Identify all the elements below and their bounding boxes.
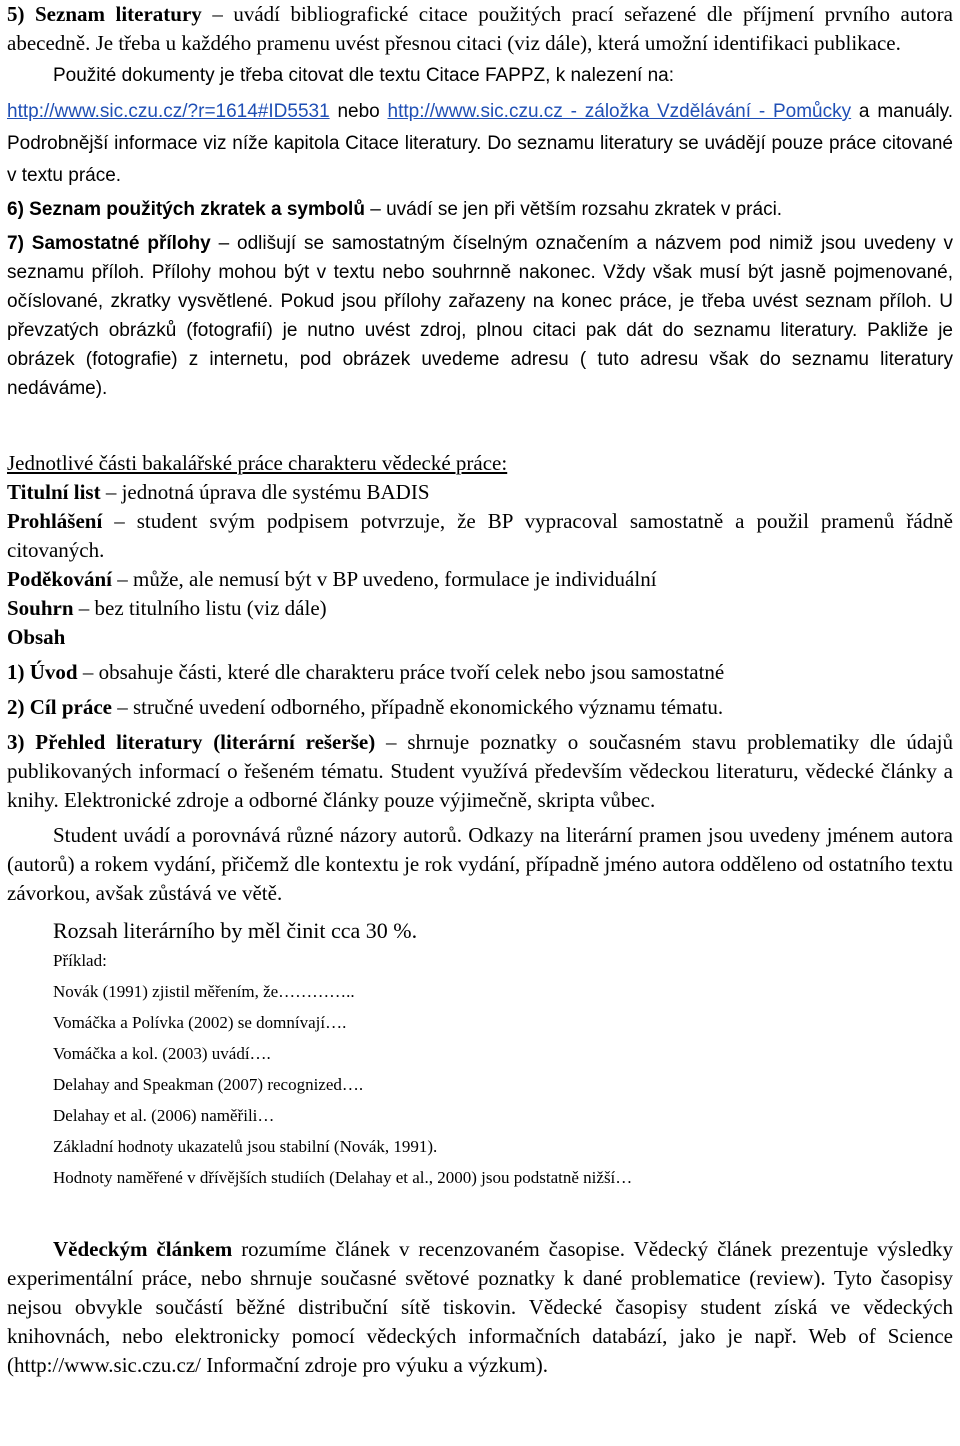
only-cited-text: Do seznamu literatury se uvádějí pouze práce citované v textu práce. — [7, 133, 954, 186]
section-7-heading: 7) Samostatné přílohy — [7, 233, 211, 254]
acknowledgement-text: – může, ale nemusí být v BP uvedeno, formulace je individuální — [117, 567, 657, 591]
intro-label: 1) Úvod — [7, 660, 78, 684]
article-paragraph — [7, 1193, 953, 1380]
declaration-item — [7, 507, 953, 565]
links-paragraph — [7, 91, 953, 191]
section-5-text: – uvádí bibliografické citace použitých prací seřazené dle příjmení prvního autora abecedně. Je třeba u každého pramenu uvést přesnou citaci (viz dále), která umožní identifikaci publikace. — [7, 2, 953, 55]
acknowledgement-label: Poděkování — [7, 567, 113, 591]
section-6-text: – uvádí se jen při větším rozsahu zkratek v práci. — [370, 199, 783, 220]
review-text: – shrnuje poznatky o současném stavu problematiky dle údajů publikovaných informací o řešeném tématu. Student využívá především vědeckou literaturu, vědecké články a knihy. Elektronické zdroje a odborné články pouze výjimečně, skripta vůbec. — [7, 730, 954, 812]
after-link-text: a manuály. — [858, 101, 953, 122]
aim-label: 2) Cíl práce — [7, 695, 112, 719]
example-item: Novák (1991) zjistil měřením, že………….. — [53, 982, 355, 1001]
example-item: Delahay and Speakman (2007) recognized…. — [53, 1075, 364, 1094]
section-7-paragraph — [7, 225, 953, 403]
document-page — [7, 0, 953, 1380]
summary-item — [7, 594, 953, 623]
contents-item: Obsah — [7, 625, 66, 649]
more-info-text: Podrobnější informace viz níže kapitola Citace literatury. — [7, 133, 482, 154]
aim-text: – stručné uvedení odborného, případně ekonomického významu tématu. — [117, 695, 724, 719]
title-page-text: – jednotná úprava dle systému BADIS — [105, 480, 430, 504]
intro-item — [7, 652, 953, 687]
summary-label: Souhrn — [7, 596, 74, 620]
section-6-paragraph — [7, 191, 953, 225]
sic-link[interactable]: http://www.sic.czu.cz - záložka Vzdělávání - Pomůcky — [387, 101, 852, 122]
section-5-heading: 5) Seznam literatury — [7, 2, 202, 26]
declaration-text: – student svým podpisem potvrzuje, že BP vypracoval samostatně a použil pramenů řádně citovaných. — [7, 509, 953, 562]
article-lead: Vědeckým článkem — [53, 1237, 233, 1261]
section-6-heading: 6) Seznam použitých zkratek a symbolů — [7, 199, 365, 220]
parts-heading: Jednotlivé části bakalářské práce charakteru vědecké práce: — [7, 451, 508, 475]
title-page-item — [7, 478, 953, 507]
examples-label: Příklad: — [53, 951, 107, 970]
example-item: Vomáčka a Polívka (2002) se domnívají…. — [53, 1013, 347, 1032]
examples-block — [7, 945, 953, 1193]
review-item — [7, 722, 953, 815]
acknowledgement-item — [7, 565, 953, 594]
aim-item — [7, 687, 953, 722]
title-page-label: Titulní list — [7, 480, 101, 504]
section-5-paragraph — [7, 0, 953, 58]
authors-paragraph: Student uvádí a porovnává různé názory autorů. Odkazy na literární pramen jsou uvedeny jménem autora (autorů) a rokem vydání, přičemž dle kontextu je rok vydání, případně jméno autora odděleno od ostatního textu závorkou, avšak zůstává ve větě. — [7, 823, 953, 905]
example-item: Vomáčka a kol. (2003) uvádí…. — [53, 1044, 271, 1063]
article-text: rozumíme článek v recenzovaném časopise. Vědecký článek prezentuje výsledky experimentální práce, nebo shrnuje současné světové poznatky k dané problematice (review). Tyto časopisy nejsou obvykle součástí běžné distribuční sítě tiskovin. Vědecké časopisy student získá ve vědeckých knihovnách, nebo elektronicky pomocí vědeckých informačních databází, jako je např. Web of Science (http://www.sic.czu.cz/ Informační zdroje pro výuku a výzkum). — [7, 1237, 954, 1377]
example-item: Základní hodnoty ukazatelů jsou stabilní (Novák, 1991). — [53, 1137, 438, 1156]
or-text: nebo — [337, 101, 380, 122]
intro-text: – obsahuje části, které dle charakteru práce tvoří celek nebo jsou samostatné — [82, 660, 725, 684]
summary-text: – bez titulního listu (viz dále) — [78, 596, 327, 620]
citation-link[interactable]: http://www.sic.czu.cz/?r=1614#ID5531 — [7, 101, 330, 122]
citation-instruction: Použité dokumenty je třeba citovat dle textu Citace FAPPZ, k nalezení na: — [53, 65, 674, 86]
example-item: Hodnoty naměřené v dřívějších studiích (Delahay et al., 2000) jsou podstatně nižší… — [53, 1168, 633, 1187]
section-7-text: – odlišují se samostatným číselným označením a názvem pod nimiž jsou uvedeny v seznamu příloh. Přílohy mohou být v textu nebo souhrnně nakonec. Vždy však musí být jasně pojmenované, očíslované, zkratky vysvětlené. Pokud jsou přílohy zařazeny na konec práce, je třeba uvést seznam příloh. U převzatých obrázků (fotografií) je nutno uvést zdroj, plnou citaci pak dát do seznamu literatury. Pakliže je obrázek (fotografie) z internetu, pod obrázek uvedeme adresu ( tuto adresu však do seznamu literatury nedáváme). — [7, 233, 953, 399]
extent-text: Rozsah literárního by měl činit cca 30 %. — [53, 918, 418, 943]
example-item: Delahay et al. (2006) naměřili… — [53, 1106, 275, 1125]
review-label: 3) Přehled literatury (literární rešerše) — [7, 730, 376, 754]
declaration-label: Prohlášení — [7, 509, 103, 533]
